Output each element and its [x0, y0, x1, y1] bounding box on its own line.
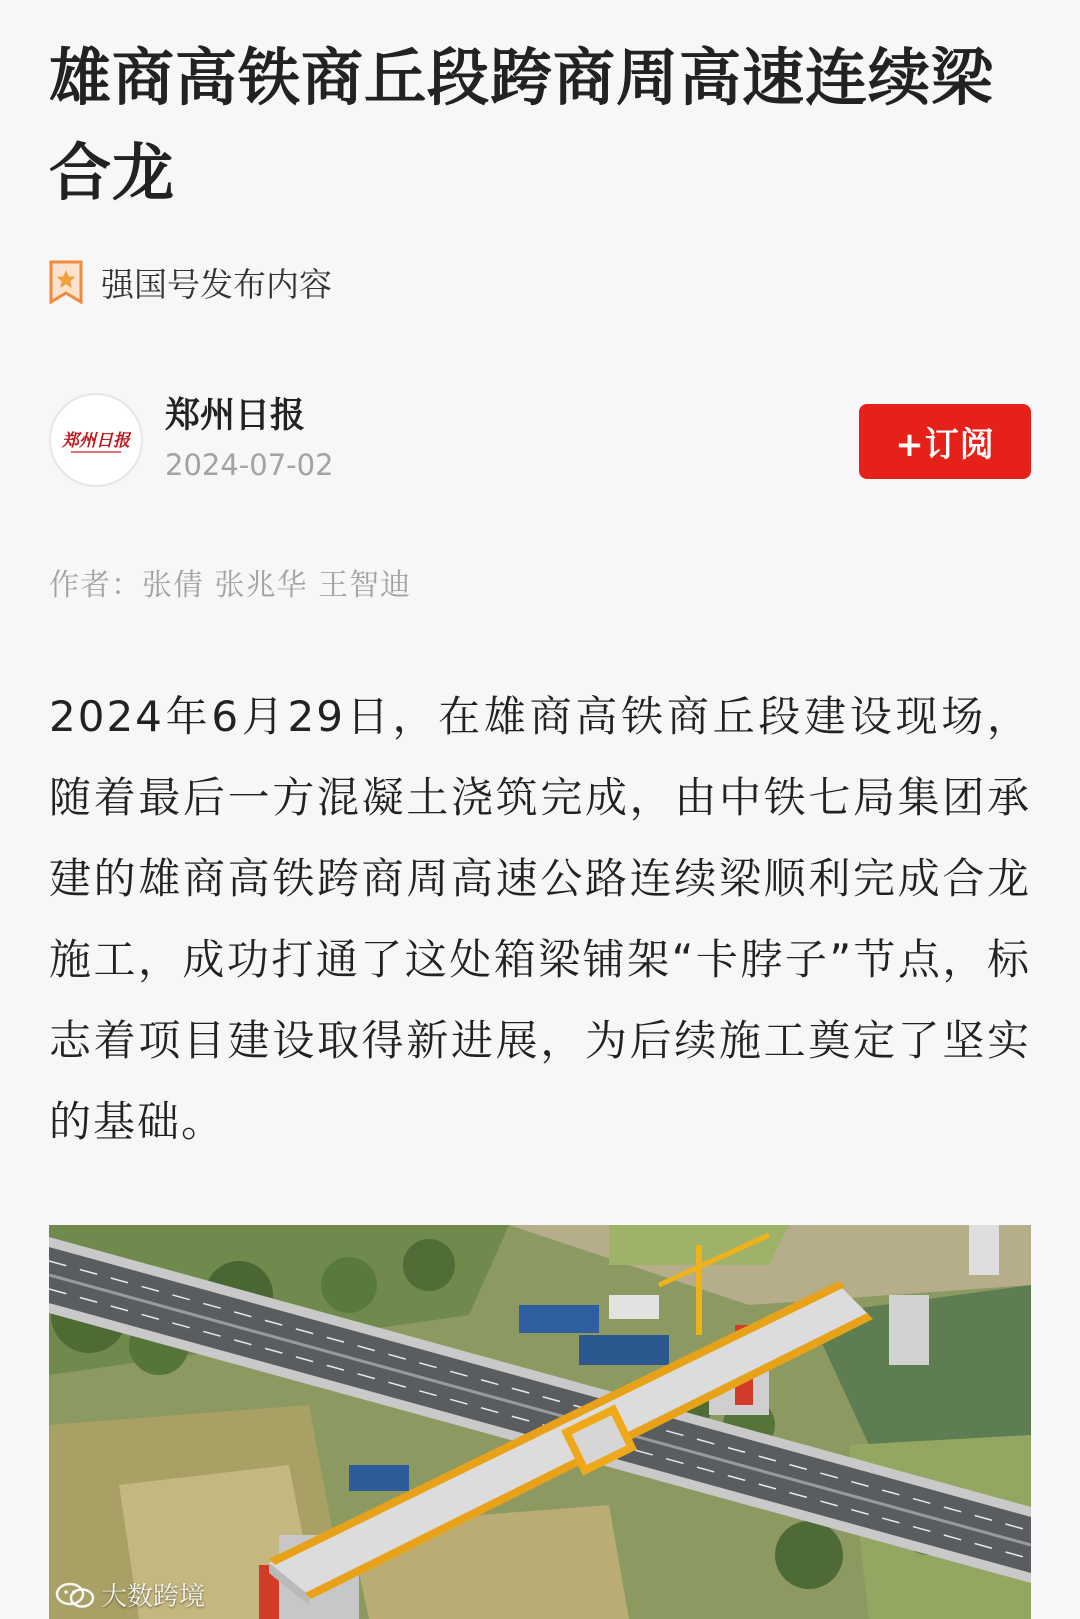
svg-text:郑州日报: 郑州日报 [62, 431, 130, 451]
publisher-row [49, 390, 1031, 490]
publisher-meta [165, 393, 334, 487]
bookmark-star-icon [49, 260, 83, 304]
publisher-avatar[interactable] [49, 393, 143, 487]
aerial-bridge-photo [49, 1225, 1031, 1619]
watermark-text: 大数跨境 [101, 1582, 206, 1612]
wechat-logo-icon [55, 1581, 95, 1609]
authors-line: 作者：张倩 张兆华 王智迪 [49, 568, 412, 603]
publisher-name[interactable]: 郑州日报 [165, 396, 306, 436]
article-body: 2024年6月29日，在雄商高铁商丘段建设现场，随着最后一方混凝土浇筑完成，由中铁七局集团承建的雄商高铁跨商周高速公路连续梁顺利完成合龙施工，成功打通了这处箱梁铺架“卡脖子”节点，标志着项目建设取得新进展，为后续施工奠定了坚实的基础。 [49, 692, 1031, 1146]
article-photo[interactable] [49, 1225, 1031, 1619]
watermark [55, 1576, 205, 1613]
newspaper-logo-icon [61, 420, 131, 460]
source-tag [49, 260, 1031, 304]
subscribe-button[interactable]: +订阅 [859, 404, 1031, 479]
article-title: 雄商高铁商丘段跨商周高速连续梁合龙 [49, 41, 995, 209]
publish-date: 2024-07-02 [165, 448, 334, 482]
source-tag-label: 强国号发布内容 [101, 264, 332, 304]
